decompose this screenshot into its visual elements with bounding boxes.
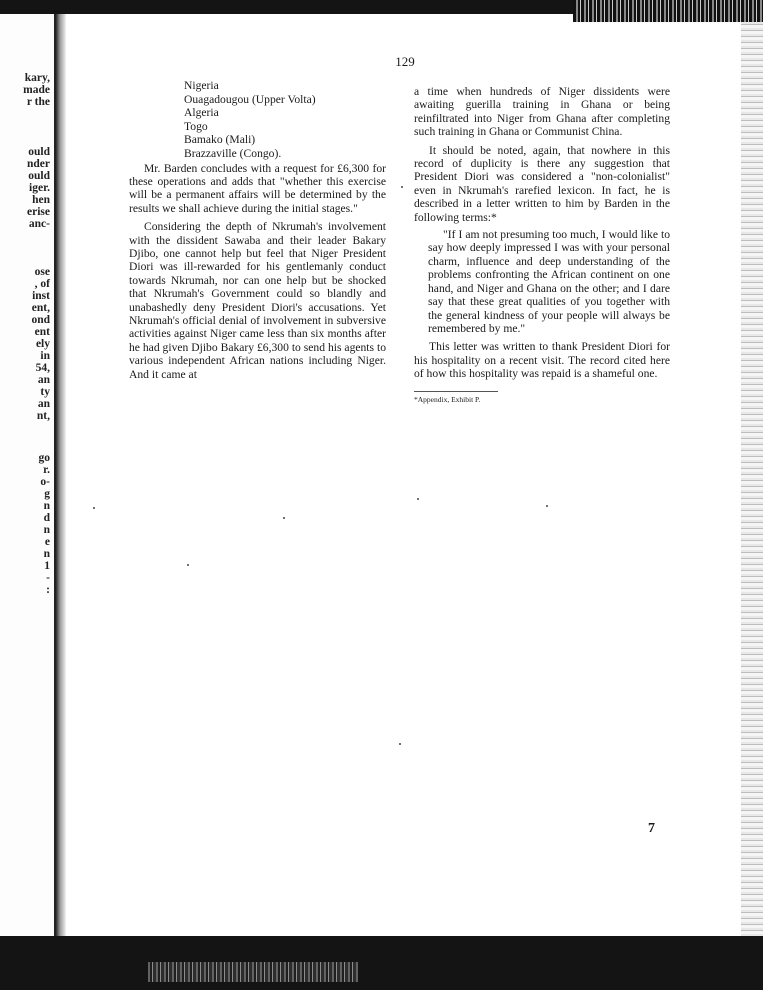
list-item: Brazzaville (Congo). bbox=[184, 146, 282, 160]
facing-page-text-fragment: ent, bbox=[31, 302, 50, 314]
scan-speck bbox=[399, 743, 401, 745]
page-number: 129 bbox=[395, 54, 415, 69]
facing-page-text-fragment: n bbox=[43, 548, 50, 560]
paragraph: This letter was written to thank President Diori for his hospitality on a recent visit. The record cited here of how this hospitality was repaid is a shameful one. bbox=[414, 340, 670, 381]
facing-page-text-fragment: r. bbox=[43, 464, 50, 476]
scan-edge-noise bbox=[573, 0, 763, 22]
facing-page-text-fragment: ty bbox=[40, 386, 50, 398]
facing-page-text-fragment: n bbox=[43, 500, 50, 512]
scan-speck bbox=[546, 505, 548, 507]
scan-speck bbox=[283, 517, 285, 519]
facing-page-text-fragment: an bbox=[37, 398, 50, 410]
facing-page-text-fragment: erise bbox=[27, 206, 50, 218]
facing-page-text-fragment: ond bbox=[31, 314, 50, 326]
facing-page-text-fragment: hen bbox=[32, 194, 50, 206]
paragraph-continued: a time when hundreds of Niger dissidents were awaiting guerilla training in Ghana or being reinfiltrated into Niger from Ghana after completing such training in Ghana or Communist China. bbox=[414, 85, 670, 139]
facing-page-text-fragment: an bbox=[37, 374, 50, 386]
facing-page-text-fragment: 1 bbox=[44, 560, 50, 572]
right-column bbox=[414, 85, 670, 404]
facing-page-text-fragment: iger. bbox=[29, 182, 50, 194]
list-item: Togo bbox=[184, 119, 208, 133]
facing-page-text-fragment: - bbox=[46, 572, 50, 584]
facing-page-text-fragment: : bbox=[46, 584, 50, 596]
list-item: Bamako (Mali) bbox=[184, 133, 256, 147]
facing-page-text-fragment: n bbox=[43, 524, 50, 536]
facing-page-text-fragment: 54, bbox=[35, 362, 50, 374]
block-quote: "If I am not presuming too much, I would like to say how deeply impressed I was with your personal charm, influence and deep understanding of the problems confronting the African continent on one hand, and Niger and Ghana on the other; and I dare say that these great qualities of you together with the general kindness of your people will always be remembered by me." bbox=[428, 228, 670, 335]
list-item: Nigeria bbox=[184, 79, 219, 92]
facing-page-text-fragment: o- bbox=[40, 476, 50, 488]
facing-page-text-fragment: r the bbox=[26, 96, 50, 108]
facing-page-text-fragment: e bbox=[44, 536, 50, 548]
facing-page-text-fragment: ould bbox=[28, 170, 50, 182]
facing-page-text-fragment: nt, bbox=[36, 410, 50, 422]
destination-list bbox=[184, 79, 386, 161]
scan-bottom-border bbox=[0, 936, 763, 990]
facing-page-text-fragment: g bbox=[44, 488, 50, 500]
facing-page-text-fragment: ent bbox=[34, 326, 50, 338]
left-column bbox=[129, 79, 386, 381]
facing-page-text-fragment: in bbox=[40, 350, 50, 362]
scan-speck bbox=[401, 186, 403, 188]
list-item: Ouagadougou (Upper Volta) bbox=[184, 92, 316, 106]
facing-page-text-fragment: go bbox=[38, 452, 50, 464]
folio-number: 7 bbox=[648, 821, 655, 836]
paragraph: It should be noted, again, that nowhere in this record of duplicity is there any suggestion that President Diori was considered a "non-colonialist" even in Nkrumah's rarefied lexicon. In fact, he is described in a letter written to him by Barden in the following terms:* bbox=[414, 143, 670, 224]
facing-page-text-fragment: ely bbox=[35, 338, 50, 350]
paragraph: Considering the depth of Nkrumah's involvement with the dissident Sawaba and their leader Bakary Djibo, one cannot help but feel that Niger President Diori was ill-rewarded for his gentlemanly conduct towards Nkrumah, nor can one help but be shocked that Nkrumah's Government could so blandly and unabashedly deny President Diori's accusations. Yet Nkrumah's official denial of involvement in subversive activities against Niger came less than six months after he had given Djibo Bakary £6,300 to send his agents to various independent African nations including Niger. And it came at bbox=[129, 220, 386, 381]
facing-page-text-fragment: nder bbox=[27, 158, 50, 170]
footnote: *Appendix, Exhibit P. bbox=[414, 391, 498, 404]
facing-page-text-fragment: kary, bbox=[24, 72, 50, 84]
facing-page-edge bbox=[0, 14, 56, 936]
facing-page-text-fragment: ose bbox=[34, 266, 50, 278]
book-gutter bbox=[56, 14, 66, 936]
page-stack-edge bbox=[741, 22, 763, 936]
facing-page-text-fragment: inst bbox=[32, 290, 50, 302]
facing-page-text-fragment: made bbox=[23, 84, 50, 96]
scan-speck bbox=[417, 498, 419, 500]
facing-page-text-fragment: ould bbox=[28, 146, 50, 158]
scan-noise bbox=[148, 962, 358, 982]
list-item: Algeria bbox=[184, 106, 219, 120]
scan-speck bbox=[93, 507, 95, 509]
facing-page-text-fragment: , of bbox=[34, 278, 50, 290]
facing-page-text-fragment: anc- bbox=[28, 218, 50, 230]
paragraph: Mr. Barden concludes with a request for £6,300 for these operations and adds that "whether this exercise will be a permanent affairs will be determined by the results we shall achieve during the initial stages." bbox=[129, 161, 386, 215]
facing-page-text-fragment: d bbox=[43, 512, 50, 524]
scan-speck bbox=[187, 564, 189, 566]
